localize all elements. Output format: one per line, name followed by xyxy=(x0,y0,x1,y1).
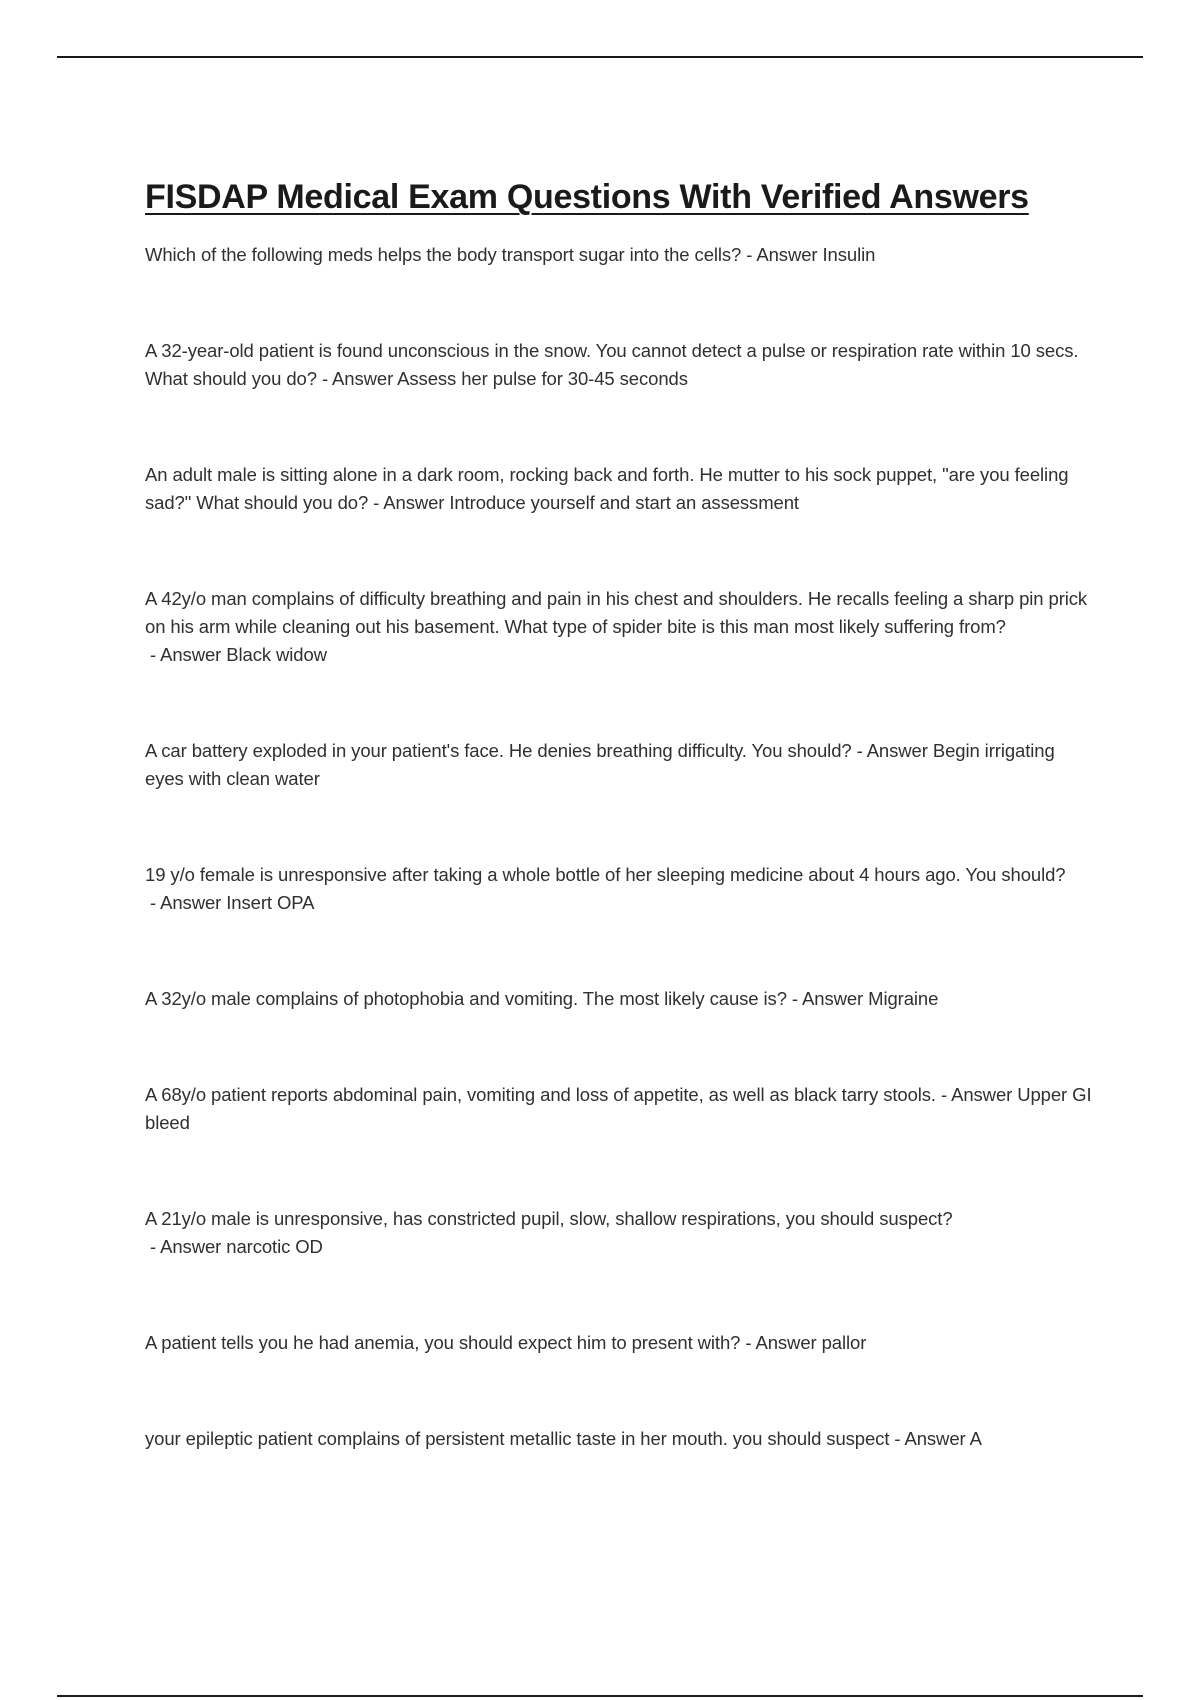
question-text: A patient tells you he had anemia, you should expect him to present with? xyxy=(145,1332,741,1353)
answer-text: narcotic OD xyxy=(226,1236,323,1257)
question-text: A 32y/o male complains of photophobia and vomiting. The most likely cause is? xyxy=(145,988,787,1009)
qa-item xyxy=(145,585,1095,669)
document-body xyxy=(145,178,1095,1521)
qa-item xyxy=(145,861,1095,917)
answer-separator: - Answer xyxy=(368,492,450,513)
question-answer-list xyxy=(145,241,1095,1453)
qa-item xyxy=(145,337,1095,393)
footer-rule xyxy=(57,1695,1143,1697)
answer-text: A xyxy=(969,1428,982,1449)
answer-text: Introduce yourself and start an assessment xyxy=(449,492,799,513)
question-text: A 68y/o patient reports abdominal pain, vomiting and loss of appetite, as well as black tarry stools. xyxy=(145,1084,936,1105)
document-title: FISDAP Medical Exam Questions With Verified Answers xyxy=(145,178,1029,216)
answer-text: Migraine xyxy=(868,988,939,1009)
answer-text: pallor xyxy=(821,1332,867,1353)
question-text: A 42y/o man complains of difficulty breathing and pain in his chest and shoulders. He recalls feeling a sharp pin prick on his arm while cleaning out his basement. What type of spider bite is this man most likely suffering from? xyxy=(145,588,1088,637)
question-text: A 32-year-old patient is found unconscious in the snow. You cannot detect a pulse or respiration rate within 10 secs. What should you do? xyxy=(145,340,1079,389)
answer-separator: - Answer xyxy=(145,1236,227,1257)
qa-item xyxy=(145,1205,1095,1261)
answer-separator: - Answer xyxy=(786,988,869,1009)
question-text: A 21y/o male is unresponsive, has constricted pupil, slow, shallow respirations, you should suspect? xyxy=(145,1208,953,1229)
answer-text: Assess her pulse for 30-45 seconds xyxy=(397,368,688,389)
answer-separator: - Answer xyxy=(740,1332,822,1353)
qa-item xyxy=(145,461,1095,517)
answer-text: Insulin xyxy=(822,244,876,265)
answer-text: Black widow xyxy=(226,644,327,665)
question-text: your epileptic patient complains of persistent metallic taste in her mouth. you should suspect xyxy=(145,1428,890,1449)
answer-text: Upper GI bleed xyxy=(145,1084,1092,1133)
answer-separator: - Answer xyxy=(851,740,933,761)
qa-item xyxy=(145,241,1095,269)
question-text: A car battery exploded in your patient's face. He denies breathing difficulty. You should? xyxy=(145,740,852,761)
answer-separator: - Answer xyxy=(935,1084,1018,1105)
qa-item xyxy=(145,1329,1095,1357)
question-text: Which of the following meds helps the body transport sugar into the cells? xyxy=(145,244,742,265)
answer-text: Insert OPA xyxy=(226,892,315,913)
qa-item xyxy=(145,985,1095,1013)
answer-separator: - Answer xyxy=(889,1428,970,1449)
answer-text: Begin irrigating eyes with clean water xyxy=(145,740,1055,789)
qa-item xyxy=(145,1425,1095,1453)
answer-separator: - Answer xyxy=(741,244,823,265)
qa-item xyxy=(145,737,1095,793)
answer-separator: - Answer xyxy=(145,644,227,665)
answer-separator: - Answer xyxy=(145,892,227,913)
qa-item xyxy=(145,1081,1095,1137)
header-rule xyxy=(57,56,1143,58)
question-text: An adult male is sitting alone in a dark room, rocking back and forth. He mutter to his sock puppet, "are you feeling sad?" What should you do? xyxy=(145,464,1069,513)
answer-separator: - Answer xyxy=(316,368,398,389)
question-text: 19 y/o female is unresponsive after taking a whole bottle of her sleeping medicine about 4 hours ago. You should? xyxy=(145,864,1066,885)
